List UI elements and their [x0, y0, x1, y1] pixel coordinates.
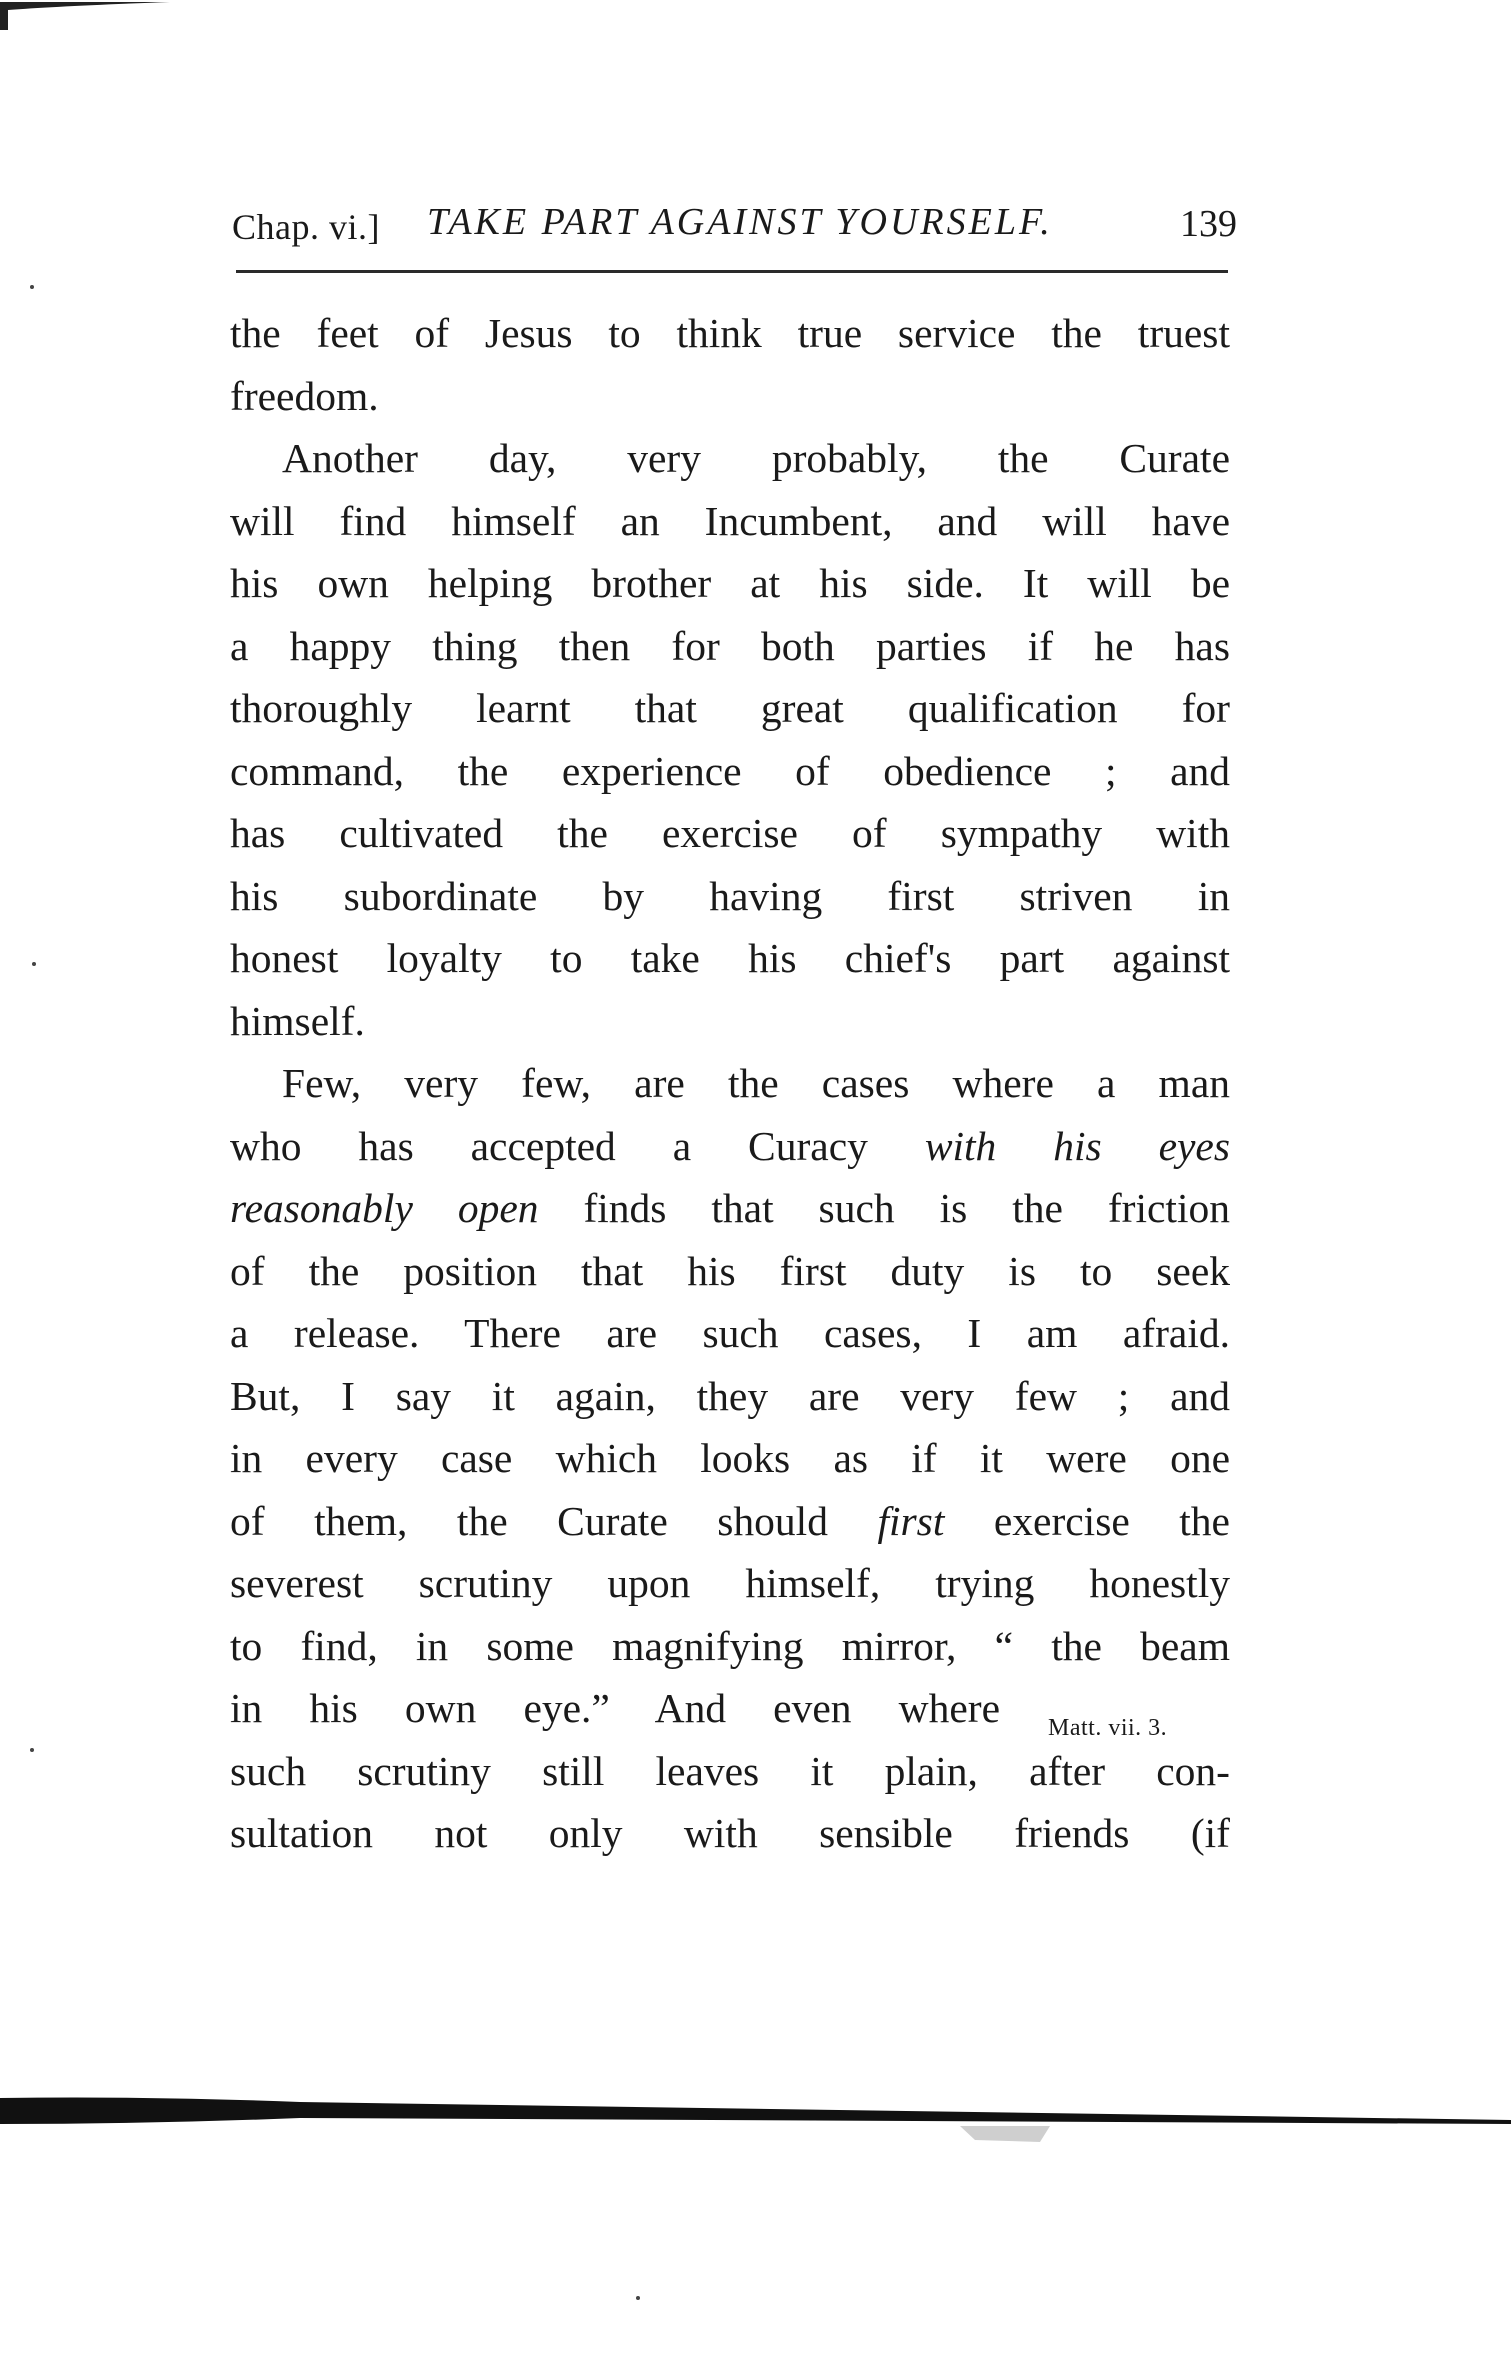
text-line: thoroughly learnt that great qualification for [230, 685, 1230, 731]
text-run: exercise the [944, 1497, 1230, 1544]
chapter-label: Chap. vi.] [232, 207, 380, 247]
page-number: 139 [1180, 203, 1237, 245]
text-line: But, I say it again, they are very few ; and [230, 1372, 1230, 1419]
scan-speck [636, 2296, 640, 2300]
text-line: in every case which looks as if it were one [230, 1435, 1230, 1481]
italic-run: with his eyes [924, 1122, 1230, 1169]
text-line: severest scrutiny upon himself, trying honestly [230, 1560, 1230, 1606]
running-title: TAKE PART AGAINST YOURSELF. [427, 201, 1053, 243]
text-line [230, 1115, 1230, 1178]
margin-note-reference: Matt. vii. 3. [1048, 1715, 1168, 1741]
text-line: his own helping brother at his side. It will be [230, 560, 1230, 606]
text-line: freedom. [230, 372, 379, 419]
body-text [230, 302, 1230, 1865]
italic-run: reasonably open [230, 1185, 539, 1231]
text-run: finds that such is the friction [538, 1185, 1230, 1231]
text-line: honest loyalty to take his chief's part against [230, 935, 1230, 981]
text-line [230, 1490, 1230, 1553]
scan-speck [30, 285, 34, 289]
header-rule [236, 270, 1228, 273]
text-line: a happy thing then for both parties if he has [230, 622, 1230, 669]
text-line: of the position that his first duty is to seek [230, 1247, 1230, 1294]
text-line: a release. There are such cases, I am afraid. [230, 1310, 1230, 1356]
text-line: command, the experience of obedience ; and [230, 747, 1230, 794]
text-line: Another day, very probably, the Curate [282, 435, 1230, 481]
text-run: of them, the Curate should [230, 1497, 878, 1544]
text-line: Few, very few, are the cases where a man [282, 1060, 1230, 1106]
text-line: his subordinate by having first striven in [230, 872, 1230, 919]
text-line: the feet of Jesus to think true service the truest [230, 310, 1230, 356]
text-run: who has accepted a Curacy [230, 1122, 925, 1169]
text-line: sultation not only with sensible friends (if [230, 1810, 1230, 1856]
italic-run: first [877, 1497, 945, 1544]
scan-corner-mark [0, 0, 190, 60]
text-line: has cultivated the exercise of sympathy with [230, 810, 1230, 856]
scan-speck [30, 1748, 34, 1752]
text-line [230, 1177, 1230, 1240]
text-line: himself. [230, 997, 365, 1044]
scan-speck [32, 962, 36, 966]
text-line: will find himself an Incumbent, and will have [230, 497, 1230, 544]
scan-bottom-edge [0, 2080, 1511, 2150]
text-line: in his own eye.” And even where [230, 1685, 1000, 1731]
text-line: such scrutiny still leaves it plain, after con- [230, 1747, 1230, 1794]
running-header [232, 196, 1237, 266]
text-line: to find, in some magnifying mirror, “ the beam [230, 1622, 1230, 1669]
